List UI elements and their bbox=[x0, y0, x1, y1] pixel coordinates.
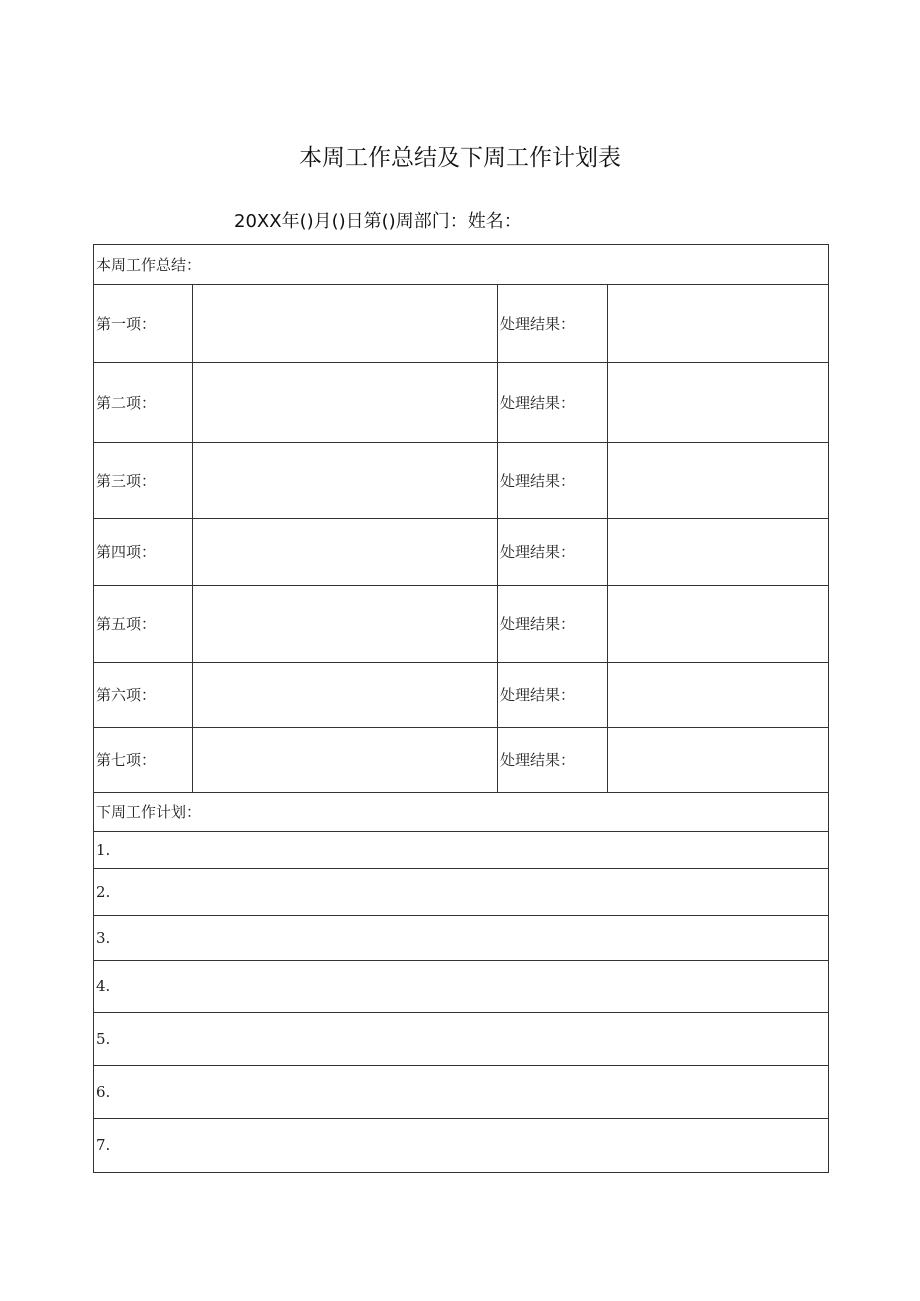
result-content-field[interactable] bbox=[607, 662, 829, 727]
plan-item-field[interactable]: 3. bbox=[96, 928, 111, 947]
table-vertical-rule bbox=[607, 518, 608, 585]
summary-section-header: 本周工作总结： bbox=[96, 255, 202, 274]
table-vertical-rule bbox=[192, 585, 193, 662]
summary-item-label: 第五项： bbox=[96, 615, 157, 633]
summary-item-content-field[interactable] bbox=[192, 662, 497, 727]
summary-item-content-field[interactable] bbox=[192, 727, 497, 792]
plan-section-header: 下周工作计划： bbox=[96, 803, 202, 821]
table-vertical-rule bbox=[607, 284, 608, 362]
table-vertical-rule bbox=[192, 362, 193, 442]
table-vertical-rule bbox=[192, 442, 193, 518]
table-vertical-rule bbox=[497, 442, 498, 518]
summary-item-content-field[interactable] bbox=[192, 362, 497, 442]
table-vertical-rule bbox=[192, 284, 193, 362]
table-vertical-rule bbox=[607, 662, 608, 727]
plan-item-field[interactable]: 6. bbox=[96, 1082, 111, 1101]
table-vertical-rule bbox=[607, 585, 608, 662]
summary-item-content-field[interactable] bbox=[192, 442, 497, 518]
table-vertical-rule bbox=[497, 362, 498, 442]
table-vertical-rule bbox=[192, 727, 193, 792]
table-vertical-rule bbox=[497, 727, 498, 792]
result-label: 处理结果： bbox=[500, 471, 576, 490]
result-label: 处理结果： bbox=[500, 393, 576, 412]
table-vertical-rule bbox=[607, 442, 608, 518]
summary-item-content-field[interactable] bbox=[192, 585, 497, 662]
result-label: 处理结果： bbox=[500, 543, 576, 561]
table-vertical-rule bbox=[497, 585, 498, 662]
table-vertical-rule bbox=[607, 362, 608, 442]
result-content-field[interactable] bbox=[607, 727, 829, 792]
plan-item-field[interactable]: 5. bbox=[96, 1029, 111, 1048]
summary-item-label: 第一项： bbox=[96, 314, 157, 333]
table-vertical-rule bbox=[497, 518, 498, 585]
result-content-field[interactable] bbox=[607, 518, 829, 585]
summary-item-content-field[interactable] bbox=[192, 284, 497, 362]
document-subtitle: 20XX年()月()日第()周部门：姓名： bbox=[234, 211, 522, 232]
summary-item-label: 第四项： bbox=[96, 543, 157, 561]
plan-item-field[interactable]: 1. bbox=[96, 840, 111, 859]
result-label: 处理结果： bbox=[500, 751, 576, 769]
table-vertical-rule bbox=[607, 727, 608, 792]
result-label: 处理结果： bbox=[500, 314, 576, 333]
summary-item-label: 第二项： bbox=[96, 393, 157, 412]
plan-item-field[interactable]: 2. bbox=[96, 882, 111, 901]
table-vertical-rule bbox=[192, 518, 193, 585]
summary-item-content-field[interactable] bbox=[192, 518, 497, 585]
result-content-field[interactable] bbox=[607, 585, 829, 662]
result-label: 处理结果： bbox=[500, 615, 576, 633]
summary-item-label: 第三项： bbox=[96, 471, 157, 490]
plan-item-field[interactable]: 4. bbox=[96, 977, 111, 995]
document-title: 本周工作总结及下周工作计划表 bbox=[299, 145, 621, 171]
result-content-field[interactable] bbox=[607, 284, 829, 362]
result-label: 处理结果： bbox=[500, 686, 576, 704]
table-vertical-rule bbox=[497, 662, 498, 727]
summary-item-label: 第六项： bbox=[96, 686, 157, 704]
table-vertical-rule bbox=[192, 662, 193, 727]
table-vertical-rule bbox=[497, 284, 498, 362]
result-content-field[interactable] bbox=[607, 442, 829, 518]
result-content-field[interactable] bbox=[607, 362, 829, 442]
plan-item-field[interactable]: 7. bbox=[96, 1136, 111, 1154]
summary-item-label: 第七项： bbox=[96, 751, 157, 769]
